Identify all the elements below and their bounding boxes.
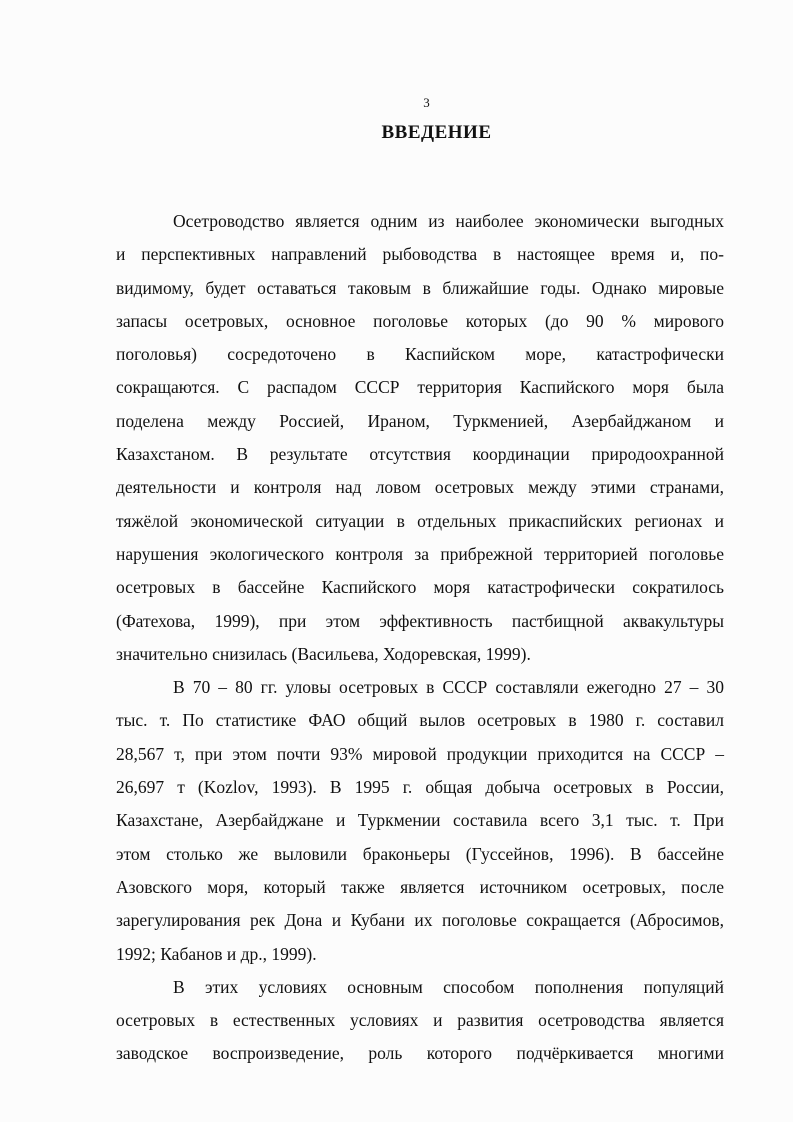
- text-line: этом столько же выловили браконьеры (Гуссейнов, 1996). В бассейне: [116, 843, 724, 864]
- text-line: Осетроводство является одним из наиболее экономически выгодных: [173, 211, 724, 231]
- text-line: поголовья) сосредоточено в Каспийском море, катастрофически: [116, 344, 724, 365]
- text-line: 28,567 т, при этом почти 93% мировой продукции приходится на СССР –: [116, 743, 724, 764]
- text-line: сокращаются. С распадом СССР территория Каспийского моря была: [116, 377, 724, 398]
- text-line: запасы осетровых, основное поголовье которых (до 90 % мирового: [116, 310, 724, 331]
- page-title: ВВЕДЕНИЕ: [381, 122, 492, 143]
- text-line: В 70 – 80 гг. уловы осетровых в СССР составляли ежегодно 27 – 30: [173, 677, 724, 698]
- text-line: зарегулирования рек Дона и Кубани их поголовье сокращается (Абросимов,: [116, 910, 724, 931]
- text-line: видимому, будет оставаться таковым в ближайшие годы. Однако мировые: [116, 277, 724, 298]
- text-line: Казахстане, Азербайджане и Туркмении составила всего 3,1 тыс. т. При: [116, 810, 724, 831]
- text-line: 26,697 т (Kozlov, 1993). В 1995 г. общая добыча осетровых в России,: [116, 777, 724, 798]
- text-line: (Фатехова, 1999), при этом эффективность пастбищной аквакультуры: [116, 610, 724, 631]
- text-line: тыс. т. По статистике ФАО общий вылов осетровых в 1980 г. составил: [116, 710, 724, 731]
- paragraph: [116, 671, 724, 971]
- text-line: поделена между Россией, Ираном, Туркменией, Азербайджаном и: [116, 410, 724, 431]
- text-line: тяжёлой экономической ситуации в отдельных прикаспийских регионах и: [116, 510, 724, 531]
- text-line: и перспективных направлений рыбоводства в настоящее время и, по-: [116, 244, 724, 265]
- text-line: 1992; Кабанов и др., 1999).: [116, 943, 317, 964]
- text-line: заводское воспроизведение, роль которого подчёркивается многими: [116, 1043, 724, 1064]
- text-line: осетровых в бассейне Каспийского моря катастрофически сократилось: [116, 577, 724, 598]
- text-line: нарушения экологического контроля за прибрежной территорией поголовье: [116, 543, 724, 564]
- document-body: [116, 205, 724, 1071]
- text-line: деятельности и контроля над ловом осетровых между этими странами,: [116, 477, 724, 498]
- text-line: Казахстаном. В результате отсутствия координации природоохранной: [116, 444, 724, 465]
- text-line: Азовского моря, который также является источником осетровых, после: [116, 876, 724, 897]
- paragraph: [116, 971, 724, 1071]
- page-number: 3: [423, 95, 430, 110]
- text-line: значительно снизилась (Васильева, Ходоревская, 1999).: [116, 643, 531, 664]
- paragraph: [116, 205, 724, 671]
- text-line: осетровых в естественных условиях и развития осетроводства является: [116, 1010, 724, 1031]
- text-line: В этих условиях основным способом пополнения популяций: [173, 976, 724, 997]
